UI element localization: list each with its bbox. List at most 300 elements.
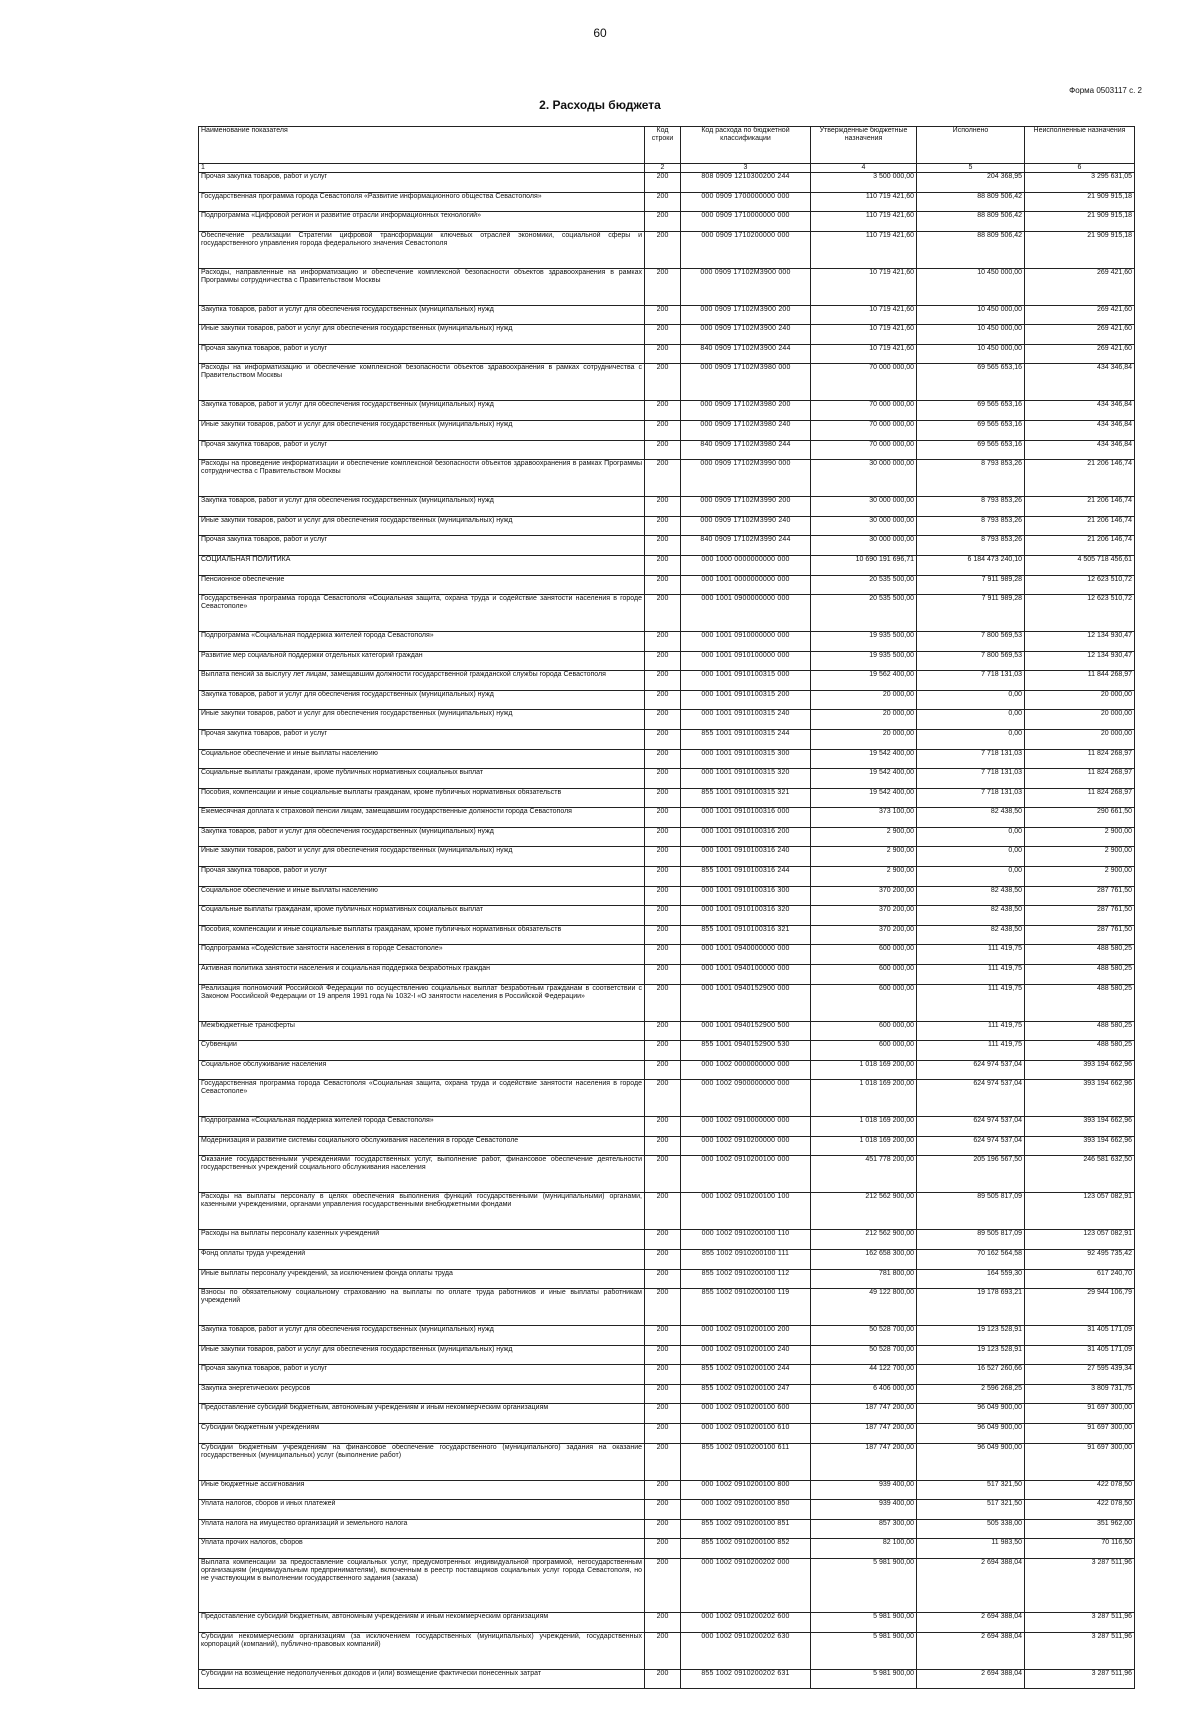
table-row bbox=[199, 1613, 1135, 1633]
row-line-code: 200 bbox=[645, 1443, 681, 1480]
row-name: Подпрограмма «Содействие занятости населения в городе Севастополе» bbox=[199, 945, 645, 965]
row-class-code: 855 1002 0910200100 111 bbox=[681, 1249, 811, 1269]
row-line-code: 200 bbox=[645, 1136, 681, 1156]
table-row bbox=[199, 1519, 1135, 1539]
row-approved: 1 018 169 200,00 bbox=[811, 1060, 917, 1080]
row-class-code: 855 1002 0910200100 112 bbox=[681, 1269, 811, 1289]
row-class-code: 855 1001 0910100315 244 bbox=[681, 729, 811, 749]
row-unexecuted: 3 287 511,96 bbox=[1025, 1613, 1135, 1633]
row-unexecuted: 2 900,00 bbox=[1025, 827, 1135, 847]
table-row bbox=[199, 1404, 1135, 1424]
row-approved: 19 542 400,00 bbox=[811, 749, 917, 769]
table-row bbox=[199, 1080, 1135, 1117]
row-unexecuted: 3 287 511,96 bbox=[1025, 1558, 1135, 1612]
table-row bbox=[199, 1669, 1135, 1689]
row-approved: 20 000,00 bbox=[811, 690, 917, 710]
table-row bbox=[199, 710, 1135, 730]
row-executed: 82 438,50 bbox=[917, 925, 1025, 945]
row-approved: 187 747 200,00 bbox=[811, 1424, 917, 1444]
row-name: Социальное обеспечение и иные выплаты населению bbox=[199, 749, 645, 769]
table-row bbox=[199, 1384, 1135, 1404]
row-class-code: 000 1002 0910200202 000 bbox=[681, 1558, 811, 1612]
table-row bbox=[199, 827, 1135, 847]
row-class-code: 000 1001 0910100316 300 bbox=[681, 886, 811, 906]
row-executed: 6 184 473 240,10 bbox=[917, 555, 1025, 575]
row-unexecuted: 11 824 268,97 bbox=[1025, 749, 1135, 769]
row-line-code: 200 bbox=[645, 1249, 681, 1269]
row-name: Пенсионное обеспечение bbox=[199, 575, 645, 595]
table-row bbox=[199, 1539, 1135, 1559]
row-approved: 5 981 900,00 bbox=[811, 1632, 917, 1669]
row-approved: 781 800,00 bbox=[811, 1269, 917, 1289]
row-executed: 88 809 506,42 bbox=[917, 192, 1025, 212]
row-executed: 624 974 537,04 bbox=[917, 1117, 1025, 1137]
table-row bbox=[199, 575, 1135, 595]
row-line-code: 200 bbox=[645, 460, 681, 497]
row-unexecuted: 20 000,00 bbox=[1025, 690, 1135, 710]
row-class-code: 000 1001 0000000000 000 bbox=[681, 575, 811, 595]
row-line-code: 200 bbox=[645, 1021, 681, 1041]
row-class-code: 000 1001 0940152900 500 bbox=[681, 1021, 811, 1041]
row-class-code: 000 1001 0940152900 000 bbox=[681, 984, 811, 1021]
table-row bbox=[199, 516, 1135, 536]
row-unexecuted: 3 287 511,96 bbox=[1025, 1632, 1135, 1669]
row-line-code: 200 bbox=[645, 749, 681, 769]
row-class-code: 000 1001 0910100315 200 bbox=[681, 690, 811, 710]
row-executed: 16 527 260,66 bbox=[917, 1365, 1025, 1385]
row-name: Активная политика занятости населения и социальная поддержка безработных граждан bbox=[199, 964, 645, 984]
row-name: Ежемесячная доплата к страховой пенсии лицам, замещавшим государственные должности города Севастополя bbox=[199, 808, 645, 828]
row-approved: 600 000,00 bbox=[811, 945, 917, 965]
row-executed: 0,00 bbox=[917, 867, 1025, 887]
row-name: Социальные выплаты гражданам, кроме публичных нормативных социальных выплат bbox=[199, 906, 645, 926]
row-name: Закупка товаров, работ и услуг для обеспечения государственных (муниципальных) нужд bbox=[199, 401, 645, 421]
row-line-code: 200 bbox=[645, 1669, 681, 1689]
row-class-code: 000 1002 0910200100 600 bbox=[681, 1404, 811, 1424]
row-class-code: 855 1001 0910100315 321 bbox=[681, 788, 811, 808]
row-line-code: 200 bbox=[645, 690, 681, 710]
table-row bbox=[199, 305, 1135, 325]
table-row bbox=[199, 867, 1135, 887]
row-executed: 505 338,00 bbox=[917, 1519, 1025, 1539]
row-unexecuted: 21 206 146,74 bbox=[1025, 516, 1135, 536]
table-row bbox=[199, 1060, 1135, 1080]
row-executed: 10 450 000,00 bbox=[917, 305, 1025, 325]
row-line-code: 200 bbox=[645, 344, 681, 364]
table-row bbox=[199, 1269, 1135, 1289]
row-class-code: 840 0909 17102M3980 244 bbox=[681, 440, 811, 460]
table-row bbox=[199, 212, 1135, 232]
table-row bbox=[199, 1289, 1135, 1326]
row-unexecuted: 21 206 146,74 bbox=[1025, 460, 1135, 497]
row-approved: 70 000 000,00 bbox=[811, 364, 917, 401]
row-line-code: 200 bbox=[645, 536, 681, 556]
row-line-code: 200 bbox=[645, 305, 681, 325]
row-class-code: 000 1002 0900000000 000 bbox=[681, 1080, 811, 1117]
row-name: Прочая закупка товаров, работ и услуг bbox=[199, 867, 645, 887]
row-approved: 939 400,00 bbox=[811, 1500, 917, 1520]
row-name: Закупка энергетических ресурсов bbox=[199, 1384, 645, 1404]
row-executed: 517 321,50 bbox=[917, 1500, 1025, 1520]
row-name: Прочая закупка товаров, работ и услуг bbox=[199, 1365, 645, 1385]
row-approved: 212 562 900,00 bbox=[811, 1230, 917, 1250]
row-executed: 7 718 131,03 bbox=[917, 671, 1025, 691]
table-row bbox=[199, 651, 1135, 671]
row-name: Выплата компенсации за предоставление социальных услуг, предусмотренных индивидуальной программой, негосударственным организациям (индивидуальным предпринимателям), включенным в реестр поставщиков социальных услуг города Севастополя, но не участвующим в выполнении государственного задания (заказа) bbox=[199, 1558, 645, 1612]
table-row bbox=[199, 632, 1135, 652]
row-class-code: 000 1002 0910200100 800 bbox=[681, 1480, 811, 1500]
table-body bbox=[199, 173, 1135, 1689]
table-row bbox=[199, 769, 1135, 789]
row-unexecuted: 31 405 171,09 bbox=[1025, 1326, 1135, 1346]
row-class-code: 000 0909 1700000000 000 bbox=[681, 192, 811, 212]
row-unexecuted: 12 134 930,47 bbox=[1025, 651, 1135, 671]
row-name: Прочая закупка товаров, работ и услуг bbox=[199, 344, 645, 364]
row-executed: 10 450 000,00 bbox=[917, 344, 1025, 364]
row-approved: 6 406 000,00 bbox=[811, 1384, 917, 1404]
row-class-code: 855 1002 0910200100 119 bbox=[681, 1289, 811, 1326]
row-unexecuted: 20 000,00 bbox=[1025, 710, 1135, 730]
row-executed: 111 419,75 bbox=[917, 1021, 1025, 1041]
row-name: Государственная программа города Севастополя «Социальная защита, охрана труда и содействие занятости населения в городе Севастополе» bbox=[199, 595, 645, 632]
row-executed: 7 800 569,53 bbox=[917, 651, 1025, 671]
row-approved: 10 719 421,60 bbox=[811, 325, 917, 345]
row-name: Предоставление субсидий бюджетным, автономным учреждениям и иным некоммерческим организациям bbox=[199, 1613, 645, 1633]
table-row bbox=[199, 964, 1135, 984]
row-approved: 600 000,00 bbox=[811, 964, 917, 984]
row-name: Подпрограмма «Социальная поддержка жителей города Севастополя» bbox=[199, 1117, 645, 1137]
row-approved: 70 000 000,00 bbox=[811, 421, 917, 441]
row-executed: 2 694 388,04 bbox=[917, 1613, 1025, 1633]
row-line-code: 200 bbox=[645, 906, 681, 926]
row-approved: 70 000 000,00 bbox=[811, 401, 917, 421]
row-approved: 5 981 900,00 bbox=[811, 1613, 917, 1633]
row-executed: 8 793 853,26 bbox=[917, 460, 1025, 497]
row-class-code: 000 1002 0910200202 630 bbox=[681, 1632, 811, 1669]
row-class-code: 000 0909 1710200000 000 bbox=[681, 231, 811, 268]
row-unexecuted: 123 057 082,91 bbox=[1025, 1193, 1135, 1230]
row-unexecuted: 12 623 510,72 bbox=[1025, 575, 1135, 595]
row-name: Иные закупки товаров, работ и услуг для обеспечения государственных (муниципальных) нужд bbox=[199, 421, 645, 441]
row-class-code: 000 1002 0910200100 200 bbox=[681, 1326, 811, 1346]
row-approved: 20 000,00 bbox=[811, 710, 917, 730]
row-class-code: 855 1002 0910200100 852 bbox=[681, 1539, 811, 1559]
table-row bbox=[199, 749, 1135, 769]
row-class-code: 000 0909 17102M3900 200 bbox=[681, 305, 811, 325]
row-executed: 624 974 537,04 bbox=[917, 1136, 1025, 1156]
row-unexecuted: 21 206 146,74 bbox=[1025, 497, 1135, 517]
row-name: СОЦИАЛЬНАЯ ПОЛИТИКА bbox=[199, 555, 645, 575]
row-class-code: 000 1001 0910100315 000 bbox=[681, 671, 811, 691]
row-line-code: 200 bbox=[645, 1041, 681, 1061]
table-header-row bbox=[199, 127, 1135, 164]
row-approved: 20 535 500,00 bbox=[811, 595, 917, 632]
row-line-code: 200 bbox=[645, 1424, 681, 1444]
row-class-code: 000 1001 0910000000 000 bbox=[681, 632, 811, 652]
table-row bbox=[199, 364, 1135, 401]
row-approved: 187 747 200,00 bbox=[811, 1404, 917, 1424]
row-executed: 7 911 989,28 bbox=[917, 575, 1025, 595]
row-approved: 19 562 400,00 bbox=[811, 671, 917, 691]
row-executed: 111 419,75 bbox=[917, 964, 1025, 984]
table-row bbox=[199, 401, 1135, 421]
column-number: 5 bbox=[917, 164, 1025, 173]
header-unexecuted: Неисполненные назначения bbox=[1025, 127, 1135, 164]
row-line-code: 200 bbox=[645, 1500, 681, 1520]
row-executed: 2 694 388,04 bbox=[917, 1558, 1025, 1612]
row-unexecuted: 488 580,25 bbox=[1025, 1041, 1135, 1061]
row-class-code: 000 0909 17102M3990 000 bbox=[681, 460, 811, 497]
row-unexecuted: 488 580,25 bbox=[1025, 1021, 1135, 1041]
row-line-code: 200 bbox=[645, 1558, 681, 1612]
table-row bbox=[199, 1558, 1135, 1612]
row-class-code: 000 1002 0910200100 850 bbox=[681, 1500, 811, 1520]
row-name: Прочая закупка товаров, работ и услуг bbox=[199, 536, 645, 556]
row-class-code: 000 0909 17102M3900 000 bbox=[681, 268, 811, 305]
row-class-code: 000 1002 0910200100 610 bbox=[681, 1424, 811, 1444]
row-executed: 111 419,75 bbox=[917, 1041, 1025, 1061]
row-executed: 82 438,50 bbox=[917, 808, 1025, 828]
row-unexecuted: 287 761,50 bbox=[1025, 906, 1135, 926]
row-name: Иные закупки товаров, работ и услуг для обеспечения государственных (муниципальных) нужд bbox=[199, 325, 645, 345]
row-class-code: 000 1002 0910200100 240 bbox=[681, 1345, 811, 1365]
row-executed: 0,00 bbox=[917, 729, 1025, 749]
row-executed: 69 565 653,16 bbox=[917, 364, 1025, 401]
row-approved: 3 500 000,00 bbox=[811, 173, 917, 193]
row-line-code: 200 bbox=[645, 1539, 681, 1559]
table-row bbox=[199, 729, 1135, 749]
row-executed: 96 049 900,00 bbox=[917, 1443, 1025, 1480]
row-executed: 0,00 bbox=[917, 710, 1025, 730]
row-approved: 1 018 169 200,00 bbox=[811, 1117, 917, 1137]
row-executed: 8 793 853,26 bbox=[917, 516, 1025, 536]
row-class-code: 000 1001 0900000000 000 bbox=[681, 595, 811, 632]
budget-expenses-table bbox=[198, 126, 1135, 1689]
row-unexecuted: 393 194 662,96 bbox=[1025, 1136, 1135, 1156]
table-row bbox=[199, 945, 1135, 965]
column-number-row bbox=[199, 164, 1135, 173]
row-executed: 11 983,50 bbox=[917, 1539, 1025, 1559]
row-name: Субвенции bbox=[199, 1041, 645, 1061]
row-line-code: 200 bbox=[645, 231, 681, 268]
row-executed: 69 565 653,16 bbox=[917, 401, 1025, 421]
row-approved: 5 981 900,00 bbox=[811, 1669, 917, 1689]
row-unexecuted: 11 824 268,97 bbox=[1025, 769, 1135, 789]
row-line-code: 200 bbox=[645, 192, 681, 212]
row-class-code: 000 1001 0910100315 240 bbox=[681, 710, 811, 730]
table-row bbox=[199, 497, 1135, 517]
row-name: Иные закупки товаров, работ и услуг для обеспечения государственных (муниципальных) нужд bbox=[199, 710, 645, 730]
row-line-code: 200 bbox=[645, 1404, 681, 1424]
row-class-code: 855 1001 0910100316 321 bbox=[681, 925, 811, 945]
row-class-code: 000 1002 0000000000 000 bbox=[681, 1060, 811, 1080]
row-unexecuted: 123 057 082,91 bbox=[1025, 1230, 1135, 1250]
row-executed: 624 974 537,04 bbox=[917, 1080, 1025, 1117]
row-line-code: 200 bbox=[645, 1193, 681, 1230]
row-class-code: 855 1002 0910200100 247 bbox=[681, 1384, 811, 1404]
row-approved: 30 000 000,00 bbox=[811, 516, 917, 536]
row-class-code: 000 1001 0910100315 320 bbox=[681, 769, 811, 789]
table-row bbox=[199, 1156, 1135, 1193]
row-executed: 7 718 131,03 bbox=[917, 749, 1025, 769]
row-name: Выплата пенсий за выслугу лет лицам, замещавшим должности государственной гражданской службы города Севастополя bbox=[199, 671, 645, 691]
row-name: Социальное обслуживание населения bbox=[199, 1060, 645, 1080]
table-row bbox=[199, 595, 1135, 632]
row-executed: 517 321,50 bbox=[917, 1480, 1025, 1500]
table-row bbox=[199, 1021, 1135, 1041]
table-row bbox=[199, 1041, 1135, 1061]
row-unexecuted: 27 595 439,34 bbox=[1025, 1365, 1135, 1385]
row-line-code: 200 bbox=[645, 945, 681, 965]
row-line-code: 200 bbox=[645, 440, 681, 460]
row-class-code: 855 1002 0910200100 851 bbox=[681, 1519, 811, 1539]
row-line-code: 200 bbox=[645, 401, 681, 421]
row-name: Межбюджетные трансферты bbox=[199, 1021, 645, 1041]
row-line-code: 200 bbox=[645, 808, 681, 828]
table-row bbox=[199, 1117, 1135, 1137]
table-row bbox=[199, 536, 1135, 556]
row-unexecuted: 351 962,00 bbox=[1025, 1519, 1135, 1539]
row-line-code: 200 bbox=[645, 575, 681, 595]
row-line-code: 200 bbox=[645, 364, 681, 401]
header-executed: Исполнено bbox=[917, 127, 1025, 164]
row-line-code: 200 bbox=[645, 632, 681, 652]
row-class-code: 000 1001 0940100000 000 bbox=[681, 964, 811, 984]
row-approved: 10 719 421,60 bbox=[811, 344, 917, 364]
row-unexecuted: 2 900,00 bbox=[1025, 867, 1135, 887]
row-line-code: 200 bbox=[645, 595, 681, 632]
row-class-code: 840 0909 17102M3900 244 bbox=[681, 344, 811, 364]
row-unexecuted: 434 346,84 bbox=[1025, 401, 1135, 421]
row-executed: 2 596 268,25 bbox=[917, 1384, 1025, 1404]
row-approved: 110 719 421,60 bbox=[811, 231, 917, 268]
form-code: Форма 0503117 с. 2 bbox=[1069, 86, 1142, 95]
row-class-code: 855 1002 0910200100 244 bbox=[681, 1365, 811, 1385]
row-unexecuted: 434 346,84 bbox=[1025, 421, 1135, 441]
row-executed: 69 565 653,16 bbox=[917, 421, 1025, 441]
row-line-code: 200 bbox=[645, 867, 681, 887]
row-approved: 2 900,00 bbox=[811, 847, 917, 867]
row-unexecuted: 11 844 268,97 bbox=[1025, 671, 1135, 691]
row-name: Расходы, направленные на информатизацию и обеспечение комплексной безопасности объектов здравоохранения в рамках Программы сотрудничества с Правительством Москвы bbox=[199, 268, 645, 305]
row-name: Расходы на информатизацию и обеспечение комплексной безопасности объектов здравоохранения в рамках сотрудничества с Правительством Москвы bbox=[199, 364, 645, 401]
row-approved: 50 528 700,00 bbox=[811, 1326, 917, 1346]
row-class-code: 000 1002 0910200100 110 bbox=[681, 1230, 811, 1250]
row-unexecuted: 488 580,25 bbox=[1025, 945, 1135, 965]
row-class-code: 000 1002 0910200000 000 bbox=[681, 1136, 811, 1156]
row-name: Модернизация и развитие системы социального обслуживания населения в городе Севастополе bbox=[199, 1136, 645, 1156]
row-unexecuted: 11 824 268,97 bbox=[1025, 788, 1135, 808]
row-name: Прочая закупка товаров, работ и услуг bbox=[199, 173, 645, 193]
row-approved: 19 935 500,00 bbox=[811, 651, 917, 671]
row-approved: 49 122 800,00 bbox=[811, 1289, 917, 1326]
row-approved: 30 000 000,00 bbox=[811, 536, 917, 556]
row-executed: 89 505 817,09 bbox=[917, 1193, 1025, 1230]
row-class-code: 000 1001 0940000000 000 bbox=[681, 945, 811, 965]
row-unexecuted: 70 116,50 bbox=[1025, 1539, 1135, 1559]
row-line-code: 200 bbox=[645, 1613, 681, 1633]
row-line-code: 200 bbox=[645, 788, 681, 808]
row-line-code: 200 bbox=[645, 1480, 681, 1500]
row-unexecuted: 246 581 632,50 bbox=[1025, 1156, 1135, 1193]
row-approved: 10 719 421,60 bbox=[811, 268, 917, 305]
row-unexecuted: 488 580,25 bbox=[1025, 984, 1135, 1021]
row-class-code: 000 1001 0910100315 300 bbox=[681, 749, 811, 769]
row-name: Иные закупки товаров, работ и услуг для обеспечения государственных (муниципальных) нужд bbox=[199, 1345, 645, 1365]
row-class-code: 000 1001 0910100316 000 bbox=[681, 808, 811, 828]
row-executed: 111 419,75 bbox=[917, 945, 1025, 965]
row-name: Развитие мер социальной поддержки отдельных категорий граждан bbox=[199, 651, 645, 671]
row-name: Взносы по обязательному социальному страхованию на выплаты по оплате труда работников и иные выплаты работникам учреждений bbox=[199, 1289, 645, 1326]
row-name: Закупка товаров, работ и услуг для обеспечения государственных (муниципальных) нужд bbox=[199, 1326, 645, 1346]
row-name: Реализация полномочий Российской Федерации по осуществлению социальных выплат безработным гражданам в соответствии с Законом Российской Федерации от 19 апреля 1991 года № 1032-I «О занятости населения в Российской Федерации» bbox=[199, 984, 645, 1021]
row-approved: 2 900,00 bbox=[811, 867, 917, 887]
row-executed: 10 450 000,00 bbox=[917, 268, 1025, 305]
row-approved: 50 528 700,00 bbox=[811, 1345, 917, 1365]
table-row bbox=[199, 1136, 1135, 1156]
row-class-code: 855 1001 0940152900 530 bbox=[681, 1041, 811, 1061]
row-approved: 1 018 169 200,00 bbox=[811, 1136, 917, 1156]
row-class-code: 000 1001 0910100000 000 bbox=[681, 651, 811, 671]
row-name: Субсидии бюджетным учреждениям bbox=[199, 1424, 645, 1444]
row-unexecuted: 12 134 930,47 bbox=[1025, 632, 1135, 652]
row-unexecuted: 434 346,84 bbox=[1025, 364, 1135, 401]
row-approved: 162 658 300,00 bbox=[811, 1249, 917, 1269]
row-unexecuted: 21 909 915,18 bbox=[1025, 231, 1135, 268]
row-name: Государственная программа города Севастополя «Развитие информационного общества Севастополя» bbox=[199, 192, 645, 212]
row-approved: 370 200,00 bbox=[811, 925, 917, 945]
row-unexecuted: 3 295 631,05 bbox=[1025, 173, 1135, 193]
row-class-code: 000 0909 17102M3980 240 bbox=[681, 421, 811, 441]
row-name: Уплата прочих налогов, сборов bbox=[199, 1539, 645, 1559]
table-row bbox=[199, 1500, 1135, 1520]
row-unexecuted: 2 900,00 bbox=[1025, 847, 1135, 867]
row-line-code: 200 bbox=[645, 555, 681, 575]
row-approved: 373 100,00 bbox=[811, 808, 917, 828]
row-unexecuted: 31 405 171,09 bbox=[1025, 1345, 1135, 1365]
row-approved: 187 747 200,00 bbox=[811, 1443, 917, 1480]
row-unexecuted: 269 421,60 bbox=[1025, 305, 1135, 325]
table-row bbox=[199, 1193, 1135, 1230]
row-class-code: 000 1001 0910100316 240 bbox=[681, 847, 811, 867]
row-line-code: 200 bbox=[645, 268, 681, 305]
row-unexecuted: 12 623 510,72 bbox=[1025, 595, 1135, 632]
row-class-code: 000 1002 0910200100 100 bbox=[681, 1193, 811, 1230]
row-name: Закупка товаров, работ и услуг для обеспечения государственных (муниципальных) нужд bbox=[199, 827, 645, 847]
row-approved: 939 400,00 bbox=[811, 1480, 917, 1500]
row-class-code: 840 0909 17102M3990 244 bbox=[681, 536, 811, 556]
row-name: Закупка товаров, работ и услуг для обеспечения государственных (муниципальных) нужд bbox=[199, 690, 645, 710]
row-name: Расходы на проведение информатизации и обеспечение комплексной безопасности объектов здравоохранения в рамках Программы сотрудничества с Правительством Москвы bbox=[199, 460, 645, 497]
column-number: 6 bbox=[1025, 164, 1135, 173]
table-row bbox=[199, 268, 1135, 305]
row-unexecuted: 29 944 106,79 bbox=[1025, 1289, 1135, 1326]
row-unexecuted: 488 580,25 bbox=[1025, 964, 1135, 984]
row-unexecuted: 21 909 915,18 bbox=[1025, 192, 1135, 212]
row-name: Обеспечение реализации Стратегии цифровой трансформации ключевых отраслей экономики, социальной сферы и государственного управления города федерального значения Севастополя bbox=[199, 231, 645, 268]
row-class-code: 000 1002 0910200202 600 bbox=[681, 1613, 811, 1633]
row-name: Уплата налогов, сборов и иных платежей bbox=[199, 1500, 645, 1520]
header-name: Наименование показателя bbox=[199, 127, 645, 164]
row-class-code: 000 0909 17102M3900 240 bbox=[681, 325, 811, 345]
table-row bbox=[199, 173, 1135, 193]
column-number: 3 bbox=[681, 164, 811, 173]
table-row bbox=[199, 886, 1135, 906]
row-line-code: 200 bbox=[645, 1060, 681, 1080]
row-approved: 212 562 900,00 bbox=[811, 1193, 917, 1230]
row-class-code: 000 1001 0910100316 320 bbox=[681, 906, 811, 926]
row-line-code: 200 bbox=[645, 886, 681, 906]
